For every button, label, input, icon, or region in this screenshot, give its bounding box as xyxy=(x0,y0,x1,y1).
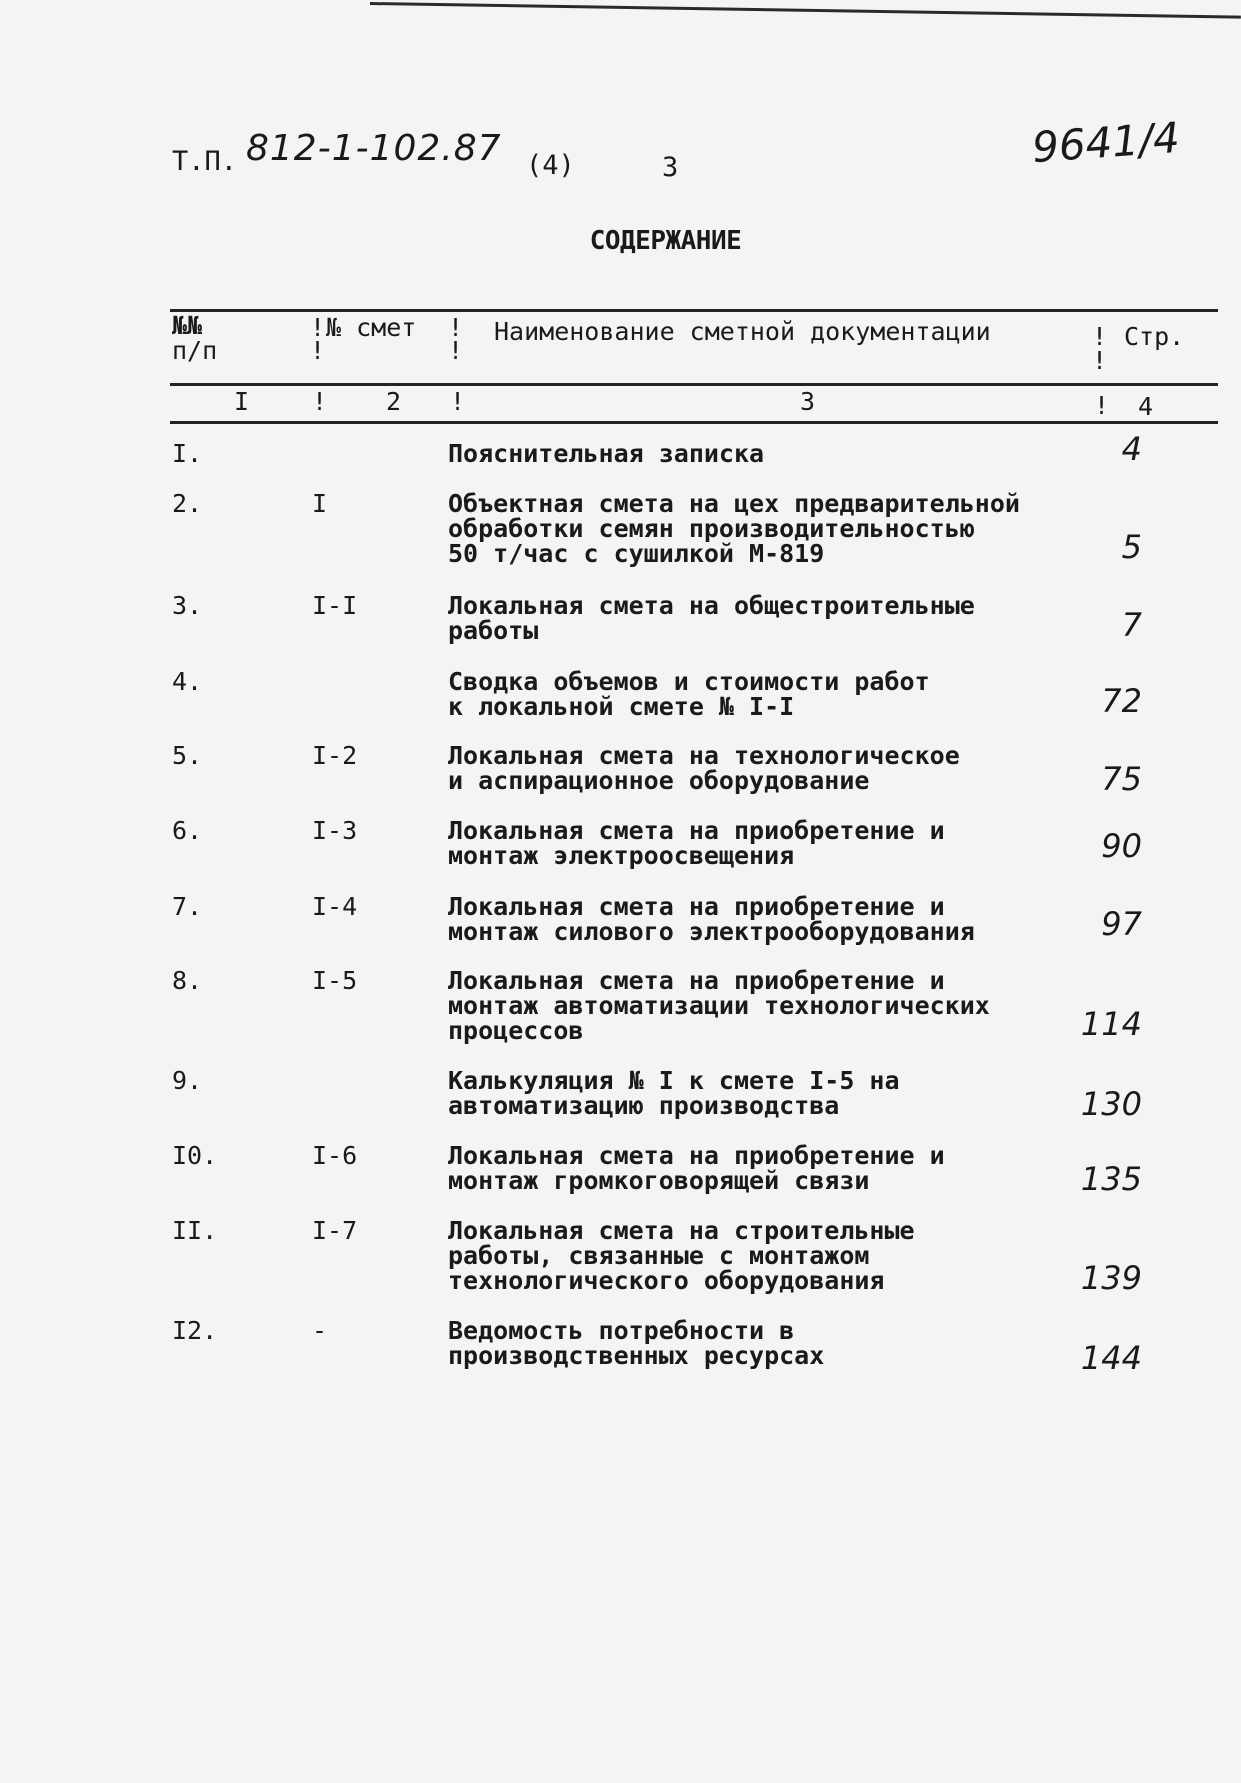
page-ref: 135 xyxy=(1080,1160,1142,1198)
page-ref: 5 xyxy=(1121,528,1142,566)
header-separator: ! xyxy=(1092,346,1108,375)
header-col-name: Наименование сметной документации xyxy=(494,317,991,346)
column-number-4: 4 xyxy=(1138,392,1154,421)
row-number: 3. xyxy=(172,591,203,620)
document-name: Локальная смета на приобретение и монтаж громкоговорящей связи xyxy=(448,1141,945,1195)
page-ref: 97 xyxy=(1101,905,1142,943)
document-name: Объектная смета на цех предварительной обработки семян производительностью 50 т/час с сушилкой М-819 xyxy=(448,489,1020,568)
page-ref: 72 xyxy=(1101,682,1142,720)
row-number: 4. xyxy=(172,667,203,696)
row-number: 7. xyxy=(172,892,203,921)
estimate-number: I-4 xyxy=(312,892,358,921)
doc-prefix: Т.П. xyxy=(172,146,238,177)
document-name: Пояснительная записка xyxy=(448,439,765,468)
header-col-number-line1: №№ xyxy=(172,311,203,340)
column-number-3: 3 xyxy=(800,387,816,416)
document-name: Локальная смета на приобретение и монтаж автоматизации технологических процессов xyxy=(448,966,990,1045)
page-ref: 139 xyxy=(1080,1259,1142,1297)
document-name: Ведомость потребности в производственных ресурсах xyxy=(448,1316,825,1370)
document-name: Сводка объемов и стоимости работ к локальной смете № I-I xyxy=(448,667,930,721)
header-separator: ! xyxy=(1092,322,1108,351)
page-number: 3 xyxy=(662,152,679,183)
page-ref: 75 xyxy=(1101,760,1142,798)
table-header-rule xyxy=(170,383,1218,386)
header-separator: ! xyxy=(448,336,464,365)
estimate-number: I-6 xyxy=(312,1141,358,1170)
estimate-number: I-3 xyxy=(312,816,358,845)
column-number-separator: ! xyxy=(450,387,466,416)
column-number-separator: ! xyxy=(1094,391,1110,420)
page-ref: 114 xyxy=(1080,1005,1142,1043)
document-name: Локальная смета на технологическое и аспирационное оборудование xyxy=(448,741,960,795)
document-name: Локальная смета на приобретение и монтаж силового электрооборудования xyxy=(448,892,975,946)
document-name: Локальная смета на приобретение и монтаж электроосвещения xyxy=(448,816,945,870)
header-separator: ! xyxy=(310,313,326,342)
column-number-separator: ! xyxy=(312,387,328,416)
page-ref: 7 xyxy=(1121,606,1142,644)
column-numbers-rule xyxy=(170,421,1218,424)
estimate-number: I xyxy=(312,489,328,518)
page-title: СОДЕРЖАНИЕ xyxy=(589,226,742,256)
doc-number: 812-1-102.87 xyxy=(246,128,502,169)
page-ref: 4 xyxy=(1121,430,1142,468)
row-number: 6. xyxy=(172,816,203,845)
header-separator: ! xyxy=(448,313,464,342)
estimate-number: I-7 xyxy=(312,1216,358,1245)
page-ref: 90 xyxy=(1101,827,1142,865)
row-number: I2. xyxy=(172,1316,218,1345)
row-number: I. xyxy=(172,439,203,468)
sheet-number: (4) xyxy=(526,150,575,181)
archive-number: 9641/4 xyxy=(1030,112,1182,173)
row-number: II. xyxy=(172,1216,218,1245)
page-ref: 144 xyxy=(1080,1339,1142,1377)
document-name: Калькуляция № I к смете I-5 на автоматизацию производства xyxy=(448,1066,900,1120)
header-col-number-line2: п/п xyxy=(172,336,218,365)
row-number: 2. xyxy=(172,489,203,518)
estimate-number: I-5 xyxy=(312,966,358,995)
document-name: Локальная смета на строительные работы, связанные с монтажом технологического оборудования xyxy=(448,1216,915,1295)
header-col-estimate: № смет xyxy=(326,313,417,342)
table-top-rule xyxy=(170,309,1218,312)
estimate-number: I-I xyxy=(312,591,358,620)
row-number: I0. xyxy=(172,1141,218,1170)
scan-edge-line xyxy=(370,2,1241,35)
row-number: 9. xyxy=(172,1066,203,1095)
row-number: 5. xyxy=(172,741,203,770)
row-number: 8. xyxy=(172,966,203,995)
header-separator: ! xyxy=(310,336,326,365)
column-number-1: I xyxy=(234,387,250,416)
estimate-number: - xyxy=(312,1316,328,1345)
estimate-number: I-2 xyxy=(312,741,358,770)
column-number-2: 2 xyxy=(386,387,402,416)
page-ref: 130 xyxy=(1080,1085,1142,1123)
document-name: Локальная смета на общестроительные работы xyxy=(448,591,975,645)
header-col-page: Стр. xyxy=(1124,322,1185,351)
